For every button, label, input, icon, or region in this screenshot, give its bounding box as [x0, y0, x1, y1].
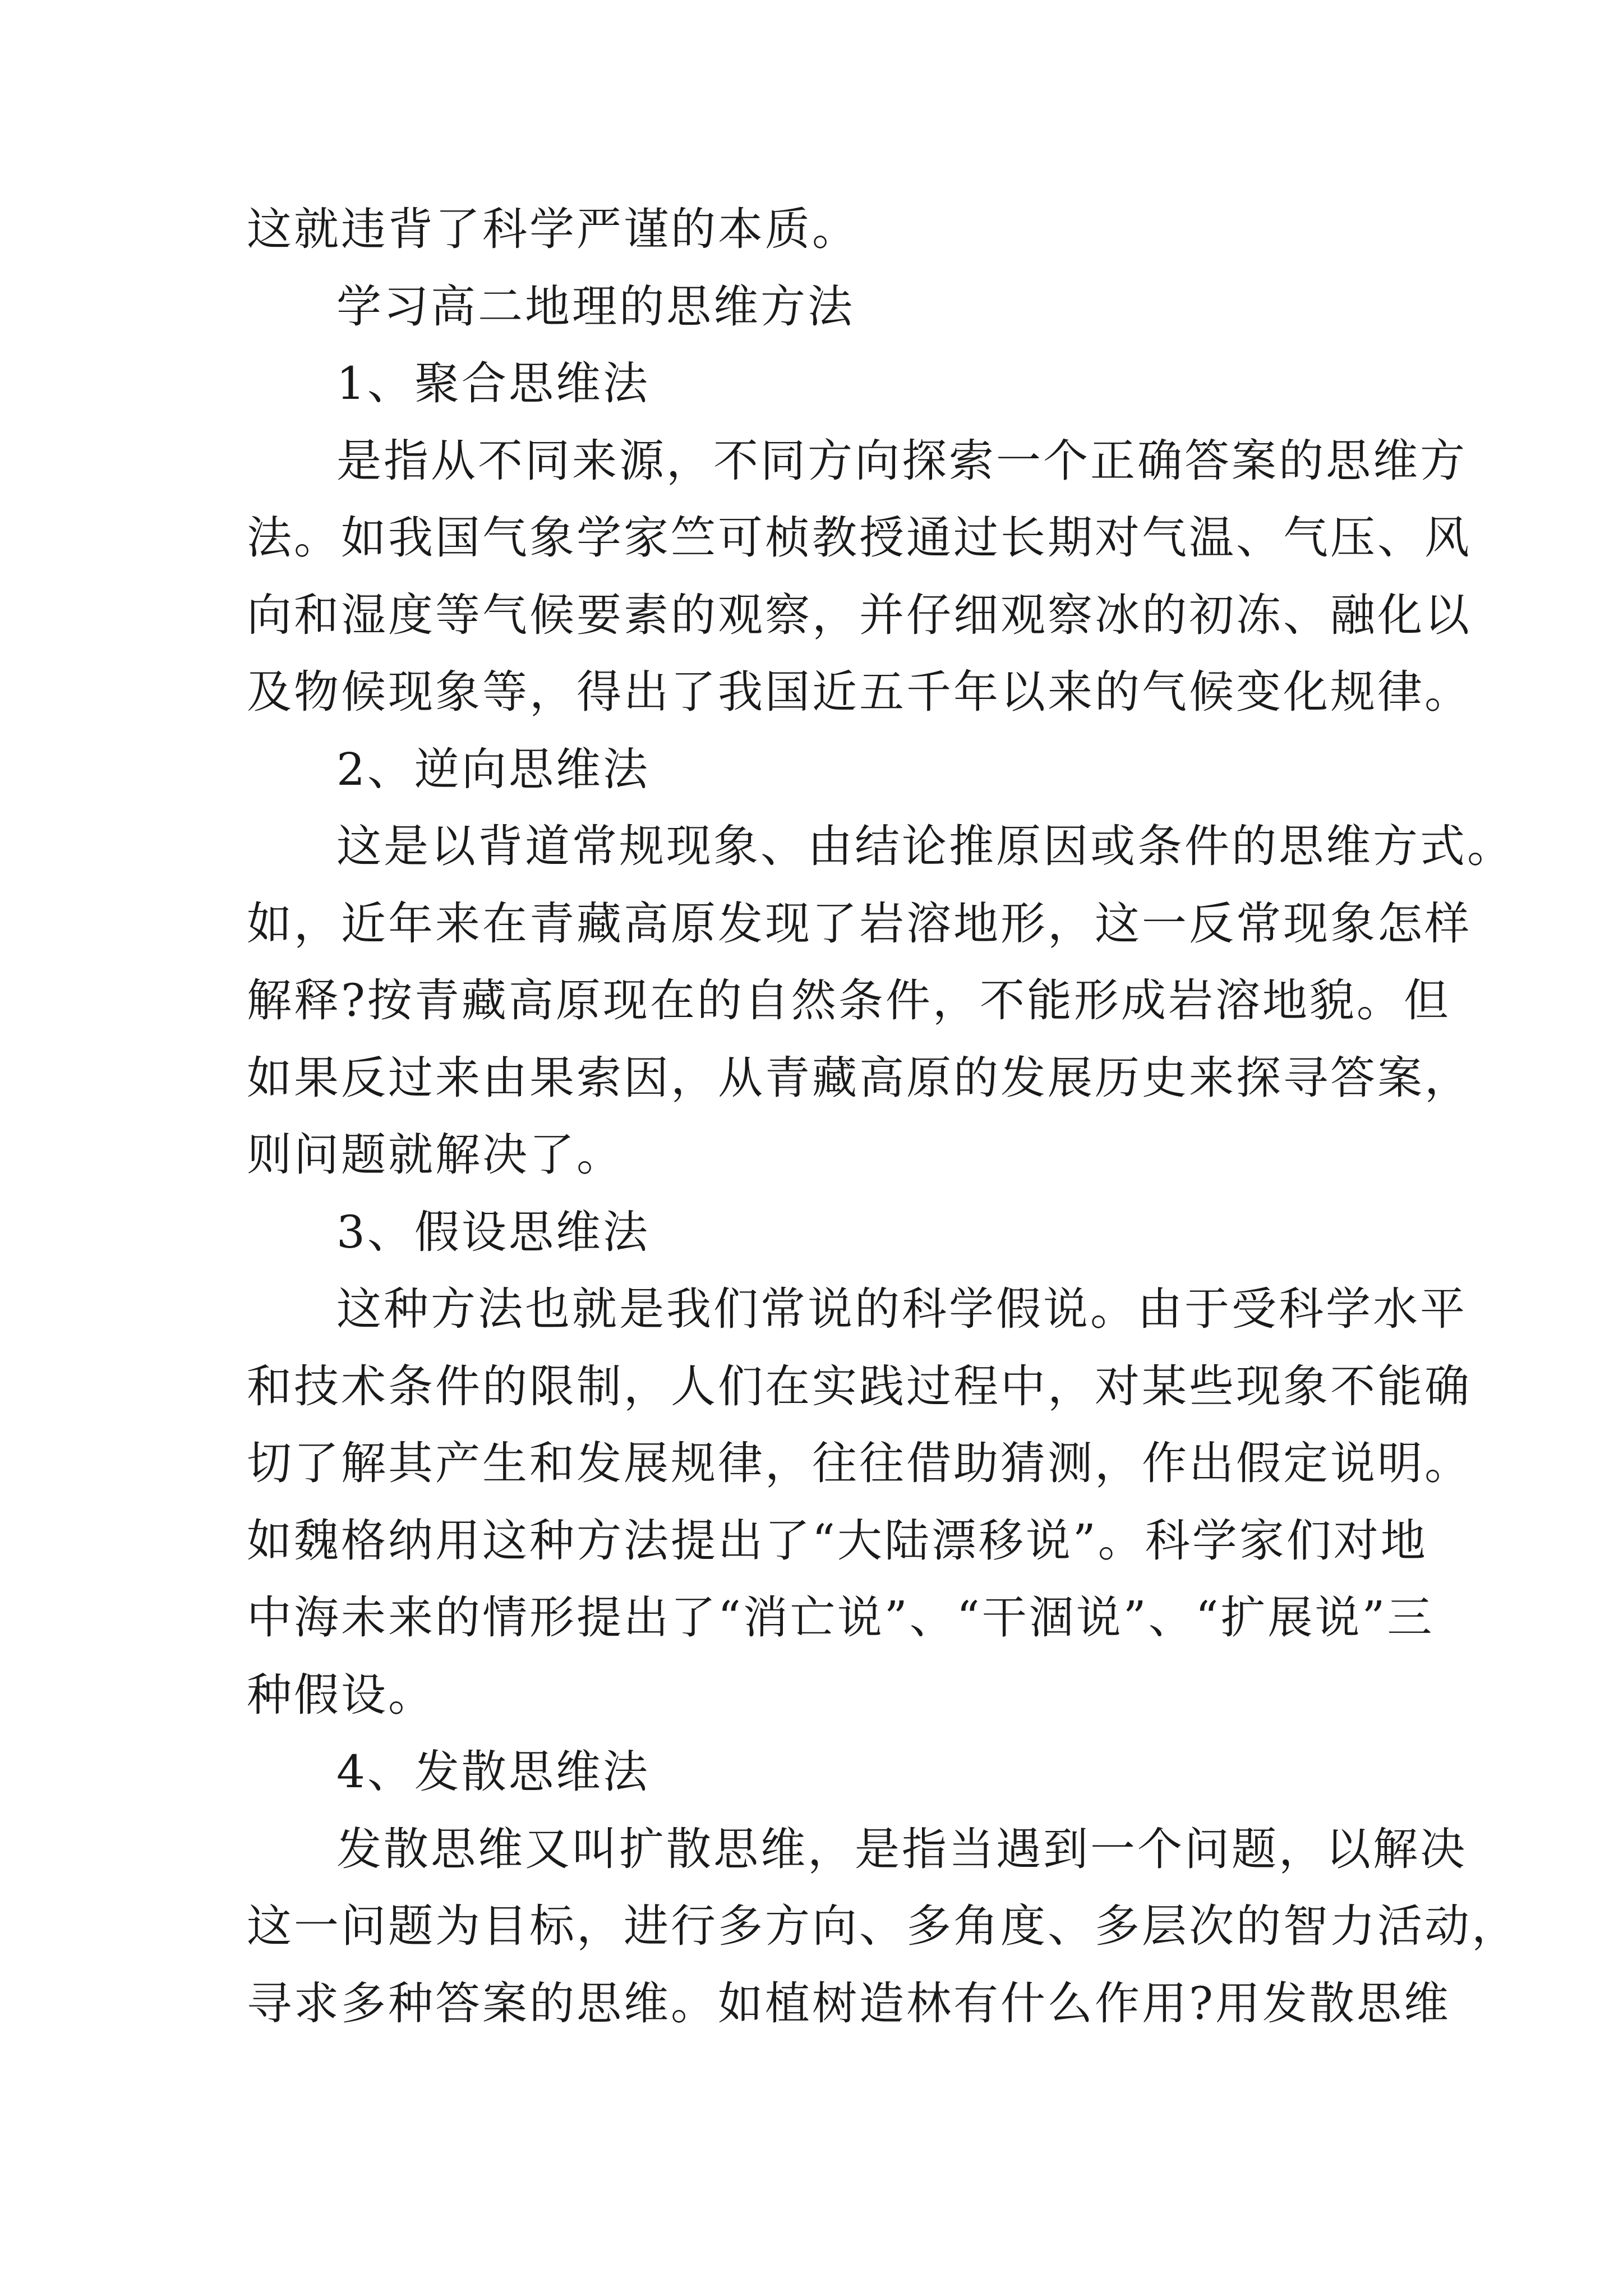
section-heading: 学习高二地理的思维方法	[336, 280, 855, 333]
subsection-heading: 1、聚合思维法	[336, 357, 650, 409]
text-line: 寻求多种答案的思维。如植树造林有什么作用?用发散思维	[247, 1977, 1451, 2030]
text-line: 切了解其产生和发展规律，往往借助猜测，作出假定说明。	[247, 1437, 1472, 1489]
text-line: 中海未来的情形提出了“消亡说”、“干涸说”、“扩展说”三	[247, 1591, 1435, 1644]
text-line: 这一问题为目标，进行多方向、多角度、多层次的智力活动，	[247, 1900, 1519, 1952]
text-line: 如魏格纳用这种方法提出了“大陆漂移说”。科学家们对地	[247, 1514, 1428, 1567]
text-line: 这种方法也就是我们常说的科学假说。由于受科学水平	[336, 1283, 1467, 1335]
text-line: 这是以背道常规现象、由结论推原因或条件的思维方式。	[336, 820, 1514, 872]
text-line: 如果反过来由果索因，从青藏高原的发展历史来探寻答案，	[247, 1051, 1472, 1104]
text-line: 则问题就解决了。	[247, 1129, 624, 1181]
text-line: 种假设。	[247, 1668, 435, 1721]
text-line: 及物候现象等，得出了我国近五千年以来的气候变化规律。	[247, 666, 1472, 718]
text-line: 如，近年来在青藏高原发现了岩溶地形，这一反常现象怎样	[247, 897, 1472, 950]
text-line: 是指从不同来源，不同方向探索一个正确答案的思维方	[336, 434, 1467, 487]
text-line: 向和湿度等气候要素的观察，并仔细观察冰的初冻、融化以	[247, 588, 1472, 641]
text-line: 发散思维又叫扩散思维，是指当遇到一个问题，以解决	[336, 1823, 1467, 1875]
subsection-heading: 4、发散思维法	[336, 1746, 650, 1798]
subsection-heading: 3、假设思维法	[336, 1205, 650, 1258]
text-line: 和技术条件的限制，人们在实践过程中，对某些现象不能确	[247, 1360, 1472, 1412]
subsection-heading: 2、逆向思维法	[336, 743, 650, 795]
text-line: 这就违背了科学严谨的本质。	[247, 203, 859, 255]
document-body	[247, 191, 1519, 2042]
text-line: 解释?按青藏高原现在的自然条件，不能形成岩溶地貌。但	[247, 974, 1451, 1027]
text-line: 法。如我国气象学家竺可桢教授通过长期对气温、气压、风	[247, 512, 1472, 564]
